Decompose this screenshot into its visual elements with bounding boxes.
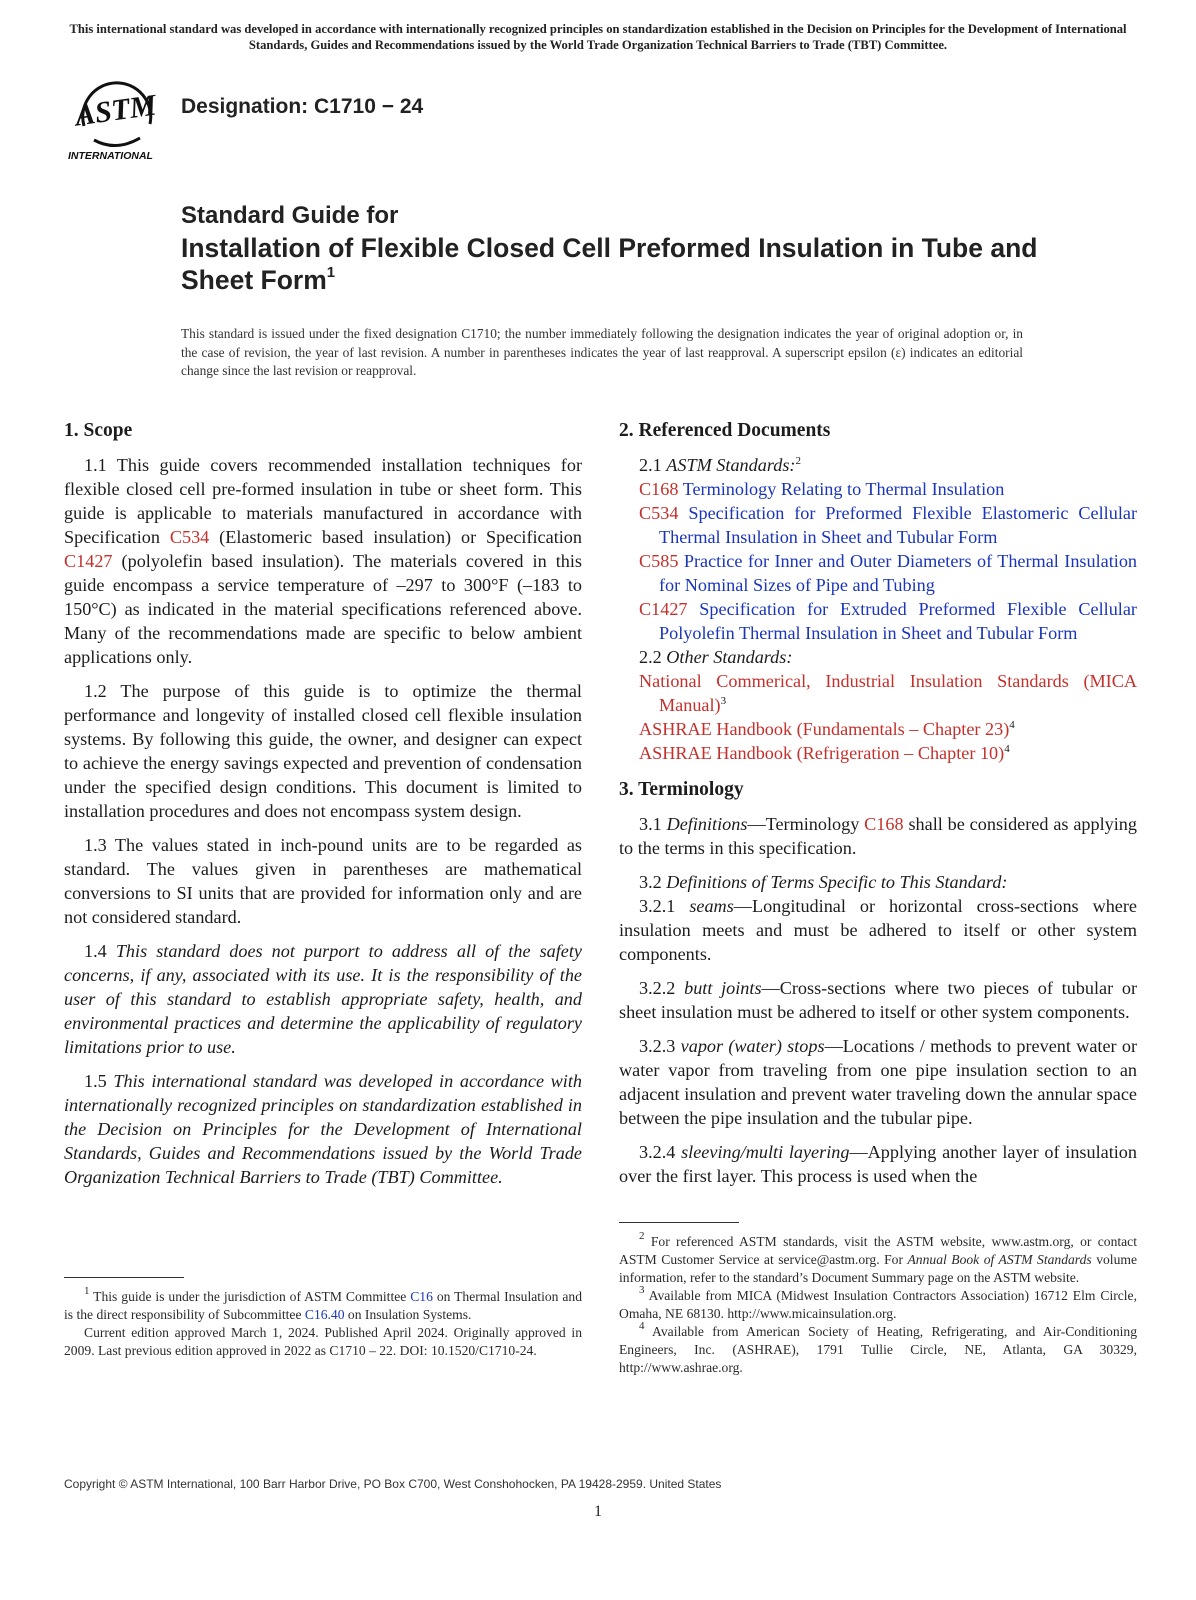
para-3-2-3: 3.2.3 vapor (water) stops—Locations / methods to prevent water or water vapor from traveling from one pipe insulation section to an adjacent insulation and prevent water traveling down the annular space between the pipe insulation and the tubular pipe. xyxy=(619,1036,1138,1128)
left-column xyxy=(64,418,582,1199)
footnote-divider xyxy=(64,1277,184,1278)
para-1-4: 1.4 This standard does not purport to address all of the safety concerns, if any, associated with its use. It is the responsibility of the user of this standard to establish appropriate safety, health, and environmental practices and determine the applicability of regulatory limitations prior to use. xyxy=(64,941,583,1057)
para-1-3: 1.3 The values stated in inch-pound units are to be regarded as standard. The values given in parentheses are mathematical conversions to SI units that are provided for information only and are not considered standard. xyxy=(64,835,582,927)
ref-entry-c168[interactable]: C168 Terminology Relating to Thermal Insulation xyxy=(639,479,1005,499)
top-notice: This international standard was developed in accordance with internationally recognized principles on standardization established in the Decision on Principles for the Development of International Standards, Guides and Recommendations issued by the World Trade Organization Technical Barriers to Trade (TBT) Committee. xyxy=(69,22,1127,52)
page-number: 1 xyxy=(594,1503,602,1520)
title-line-1: Standard Guide for xyxy=(181,202,399,229)
edition-note: Current edition approved March 1, 2024. Published April 2024. Originally approved in 2009. Last previous edition approved in 2022 as C1710 – 22. DOI: 10.1520/C1710-24. xyxy=(64,1325,582,1358)
ref-link-c168[interactable]: C168 xyxy=(864,814,904,834)
para-3-2-4: 3.2.4 sleeving/multi layering—Applying another layer of insulation over the first layer. This process is used when the xyxy=(619,1142,1137,1186)
ref-entry-ashrae-refrigeration[interactable]: ASHRAE Handbook (Refrigeration – Chapter 10)$^4$ xyxy=(639,743,1010,763)
ref-entry-c534[interactable]: C534 Specification for Preformed Flexible Elastomeric Cellular Thermal Insulation in Sheet and Tubular Form xyxy=(639,503,1138,547)
other-standards-label: 2.2 Other Standards: xyxy=(639,647,793,667)
ref-entry-c585[interactable]: C585 Practice for Inner and Outer Diameters of Thermal Insulation for Nominal Sizes of Pipe and Tubing xyxy=(639,551,1138,595)
footnote-divider xyxy=(619,1222,739,1223)
title-footnote-mark: 1 xyxy=(326,264,336,281)
scope-heading: 1. Scope xyxy=(64,420,133,441)
ref-link-c1427[interactable]: C1427 xyxy=(64,551,113,571)
astm-standards-label: 2.1 ASTM Standards:$^2$ xyxy=(639,455,801,475)
para-3-2-2: 3.2.2 butt joints—Cross-sections where two pieces of tubular or sheet insulation must be adhered to itself or other system components. xyxy=(619,978,1138,1022)
astm-logo xyxy=(66,68,166,164)
issue-note: This standard is issued under the fixed designation C1710; the number immediately following the designation indicates the year of original adoption or, in the case of revision, the year of last revision. A number in parentheses indicates the year of last reapproval. A superscript epsilon (ε) indicates an editorial change since the last revision or reapproval. xyxy=(181,326,1023,378)
ref-entry-mica[interactable]: National Commerical, Industrial Insulation Standards (MICA Manual)$^3$ xyxy=(639,671,1137,715)
footnote-3: $^3$ Available from MICA (Midwest Insulation Contractors Association) 16712 Elm Circle, Omaha, NE 68130. http://www.micainsulation.org. xyxy=(619,1284,1137,1321)
title-line-2: Installation of Flexible Closed Cell Preformed Insulation in Tube and Sheet Form xyxy=(181,233,1038,295)
footnote-4: $^4$ Available from American Society of Heating, Refrigerating, and Air-Conditioning Engineers, Inc. (ASHRAE), 1791 Tullie Circle, NE, Atlanta, GA 30329, http://www.ashrae.org. xyxy=(619,1320,1137,1375)
designation: Designation: C1710 − 24 xyxy=(181,95,424,118)
copyright-notice: Copyright © ASTM International, 100 Barr Harbor Drive, PO Box C700, West Conshohocken, PA 19428-2959. United States xyxy=(64,1477,722,1491)
referenced-documents-heading: 2. Referenced Documents xyxy=(619,420,831,441)
right-column xyxy=(619,418,1137,1198)
ref-entry-ashrae-fundamentals[interactable]: ASHRAE Handbook (Fundamentals – Chapter 23)$^4$ xyxy=(639,719,1015,739)
footnote-2: $^2$ For referenced ASTM standards, visit the ASTM website, www.astm.org, or contact ASTM Customer Service at service@astm.org. For Annual Book of ASTM Standards volume information, refer to the standard’s Document Summary page on the ASTM website. xyxy=(619,1230,1137,1285)
para-3-2: 3.2 Definitions of Terms Specific to This Standard: xyxy=(639,872,1008,892)
para-3-1: 3.1 Definitions—Terminology C168 shall be considered as applying to the terms in this specification. xyxy=(619,814,1137,858)
footnotes-right xyxy=(619,1222,1137,1377)
document-title xyxy=(181,200,1081,296)
ref-link-c534[interactable]: C534 xyxy=(169,527,210,547)
ref-entry-c1427[interactable]: C1427 Specification for Extruded Preformed Flexible Cellular Polyolefin Thermal Insulation in Sheet and Tubular Form xyxy=(639,599,1137,643)
ref-link-c16-40[interactable]: C16.40 xyxy=(304,1307,345,1322)
terminology-heading: 3. Terminology xyxy=(619,779,744,800)
footnote-1: $^1$ This guide is under the jurisdiction of ASTM Committee C16 on Thermal Insulation and is the direct responsibility of Subcommittee C16.40 on Insulation Systems. xyxy=(64,1285,582,1322)
ref-link-c16[interactable]: C16 xyxy=(410,1289,433,1304)
para-1-5: 1.5 This international standard was developed in accordance with internationally recognized principles on standardization established in the Decision on Principles for the Development of International Standards, Guides and Recommendations issued by the World Trade Organization Technical Barriers to Trade (TBT) Committee. xyxy=(64,1071,583,1187)
footnotes-left xyxy=(64,1277,582,1360)
para-1-1: 1.1 This guide covers recommended installation techniques for flexible closed cell pre-formed insulation in tube or sheet form. This guide is applicable to materials manufactured in accordance with Specification C534 (Elastomeric based insulation) or Specification C1427 (polyolefin based insulation). The materials covered in this guide encompass a service temperature of –297 to 300°F (–183 to 150°C) as indicated in the material specifications referenced above. Many of the recommendations made are specific to below ambient applications only. xyxy=(64,455,582,667)
logo-text: ASTM xyxy=(72,88,159,133)
logo-subtext: INTERNATIONAL xyxy=(68,150,153,162)
para-1-2: 1.2 The purpose of this guide is to optimize the thermal performance and longevity of installed closed cell flexible insulation systems. By following this guide, the owner, and designer can expect to achieve the energy savings expected and prevention of condensation under the specified design conditions. This document is limited to installation procedures and does not encompass system design. xyxy=(64,681,582,821)
para-3-2-1: 3.2.1 seams—Longitudinal or horizontal cross-sections where insulation meets and must be adhered to itself or other system components. xyxy=(619,896,1137,964)
